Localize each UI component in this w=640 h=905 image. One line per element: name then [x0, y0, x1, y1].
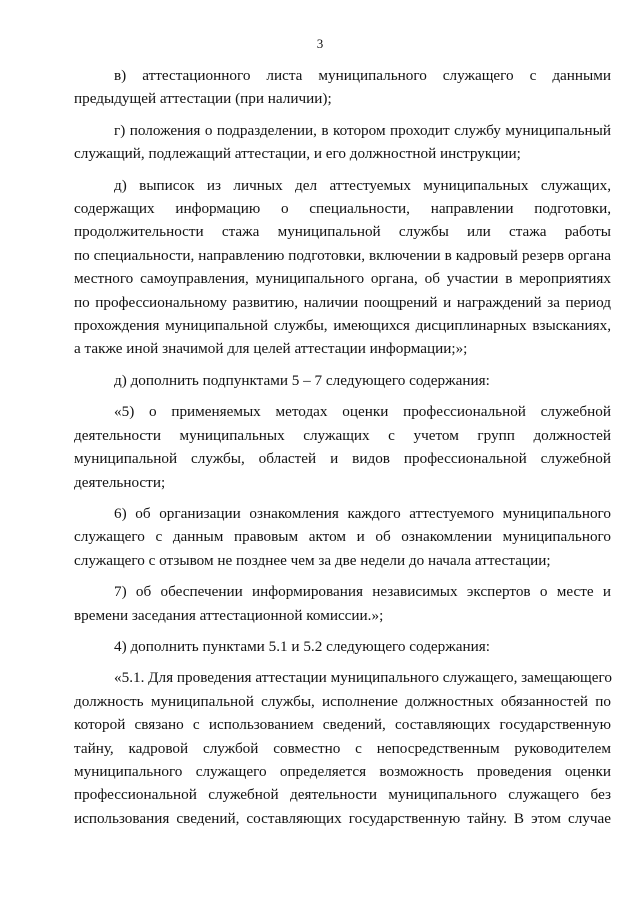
text-line: по профессиональному развитию, наличии поощрений и награждений за период: [74, 293, 611, 311]
paragraph: [74, 119, 611, 166]
text-line: 6) об организации ознакомления каждого аттестуемого муниципального: [114, 504, 611, 522]
text-line: продолжительности стажа муниципальной службы или стажа работы: [74, 223, 611, 241]
document-body: [74, 64, 611, 838]
paragraph: [74, 635, 611, 658]
text-line: деятельности муниципальных служащих с учетом групп должностей: [74, 426, 611, 444]
text-line: деятельности;: [74, 473, 166, 491]
text-line: служащий, подлежащий аттестации, и его должностной инструкции;: [74, 145, 521, 163]
text-line: времени заседания аттестационной комиссии.»;: [74, 606, 384, 624]
text-line: «5) о применяемых методах оценки профессиональной служебной: [114, 403, 611, 421]
paragraph: [74, 502, 611, 572]
text-line: использования сведений, составляющих государственную тайну. В этом случае: [74, 809, 611, 827]
paragraph: [74, 174, 611, 361]
text-line: прохождения муниципальной службы, имеющихся дисциплинарных взысканиях,: [74, 317, 611, 335]
paragraph: [74, 666, 611, 830]
text-line: муниципального служащего определяется возможность проведения оценки: [74, 762, 611, 780]
text-line: в) аттестационного листа муниципального служащего с данными: [114, 67, 611, 84]
text-line: г) положения о подразделении, в котором проходит службу муниципальный: [114, 121, 611, 139]
paragraph: [74, 64, 611, 111]
text-line: д) дополнить подпунктами 5 – 7 следующего содержания:: [114, 371, 490, 389]
paragraph: [74, 369, 611, 392]
text-line: местного самоуправления, муниципального органа, об участии в мероприятиях: [74, 270, 611, 288]
text-line: служащего с данным правовым актом и об ознакомлении муниципального: [74, 528, 611, 546]
text-line: тайну, кадровой службой совместно с непосредственным руководителем: [74, 739, 611, 757]
paragraph: [74, 580, 611, 627]
text-line: д) выписок из личных дел аттестуемых муниципальных служащих,: [114, 176, 611, 194]
text-line: а также иной значимой для целей аттестации информации;»;: [74, 340, 468, 358]
text-line: предыдущей аттестации (при наличии);: [74, 90, 332, 108]
text-line: 7) об обеспечении информирования независимых экспертов о месте и: [114, 583, 611, 601]
text-line: которой связано с использованием сведений, составляющих государственную: [74, 716, 611, 734]
text-line: служащего с отзывом не позднее чем за две недели до начала аттестации;: [74, 551, 551, 569]
text-line: должность муниципальной службы, исполнение должностных обязанностей по: [74, 692, 611, 710]
paragraph: [74, 400, 611, 494]
text-line: муниципальной службы, областей и видов профессиональной служебной: [74, 450, 611, 468]
text-line: по специальности, направлению подготовки, включении в кадровый резерв органа: [74, 246, 611, 264]
text-line: содержащих информацию о специальности, направлении подготовки,: [74, 200, 611, 218]
page-number: 3: [316, 36, 324, 51]
text-line: «5.1. Для проведения аттестации муниципального служащего, замещающего: [114, 669, 612, 687]
text-line: 4) дополнить пунктами 5.1 и 5.2 следующего содержания:: [114, 637, 490, 655]
text-line: профессиональной служебной деятельности муниципального служащего без: [74, 786, 611, 804]
